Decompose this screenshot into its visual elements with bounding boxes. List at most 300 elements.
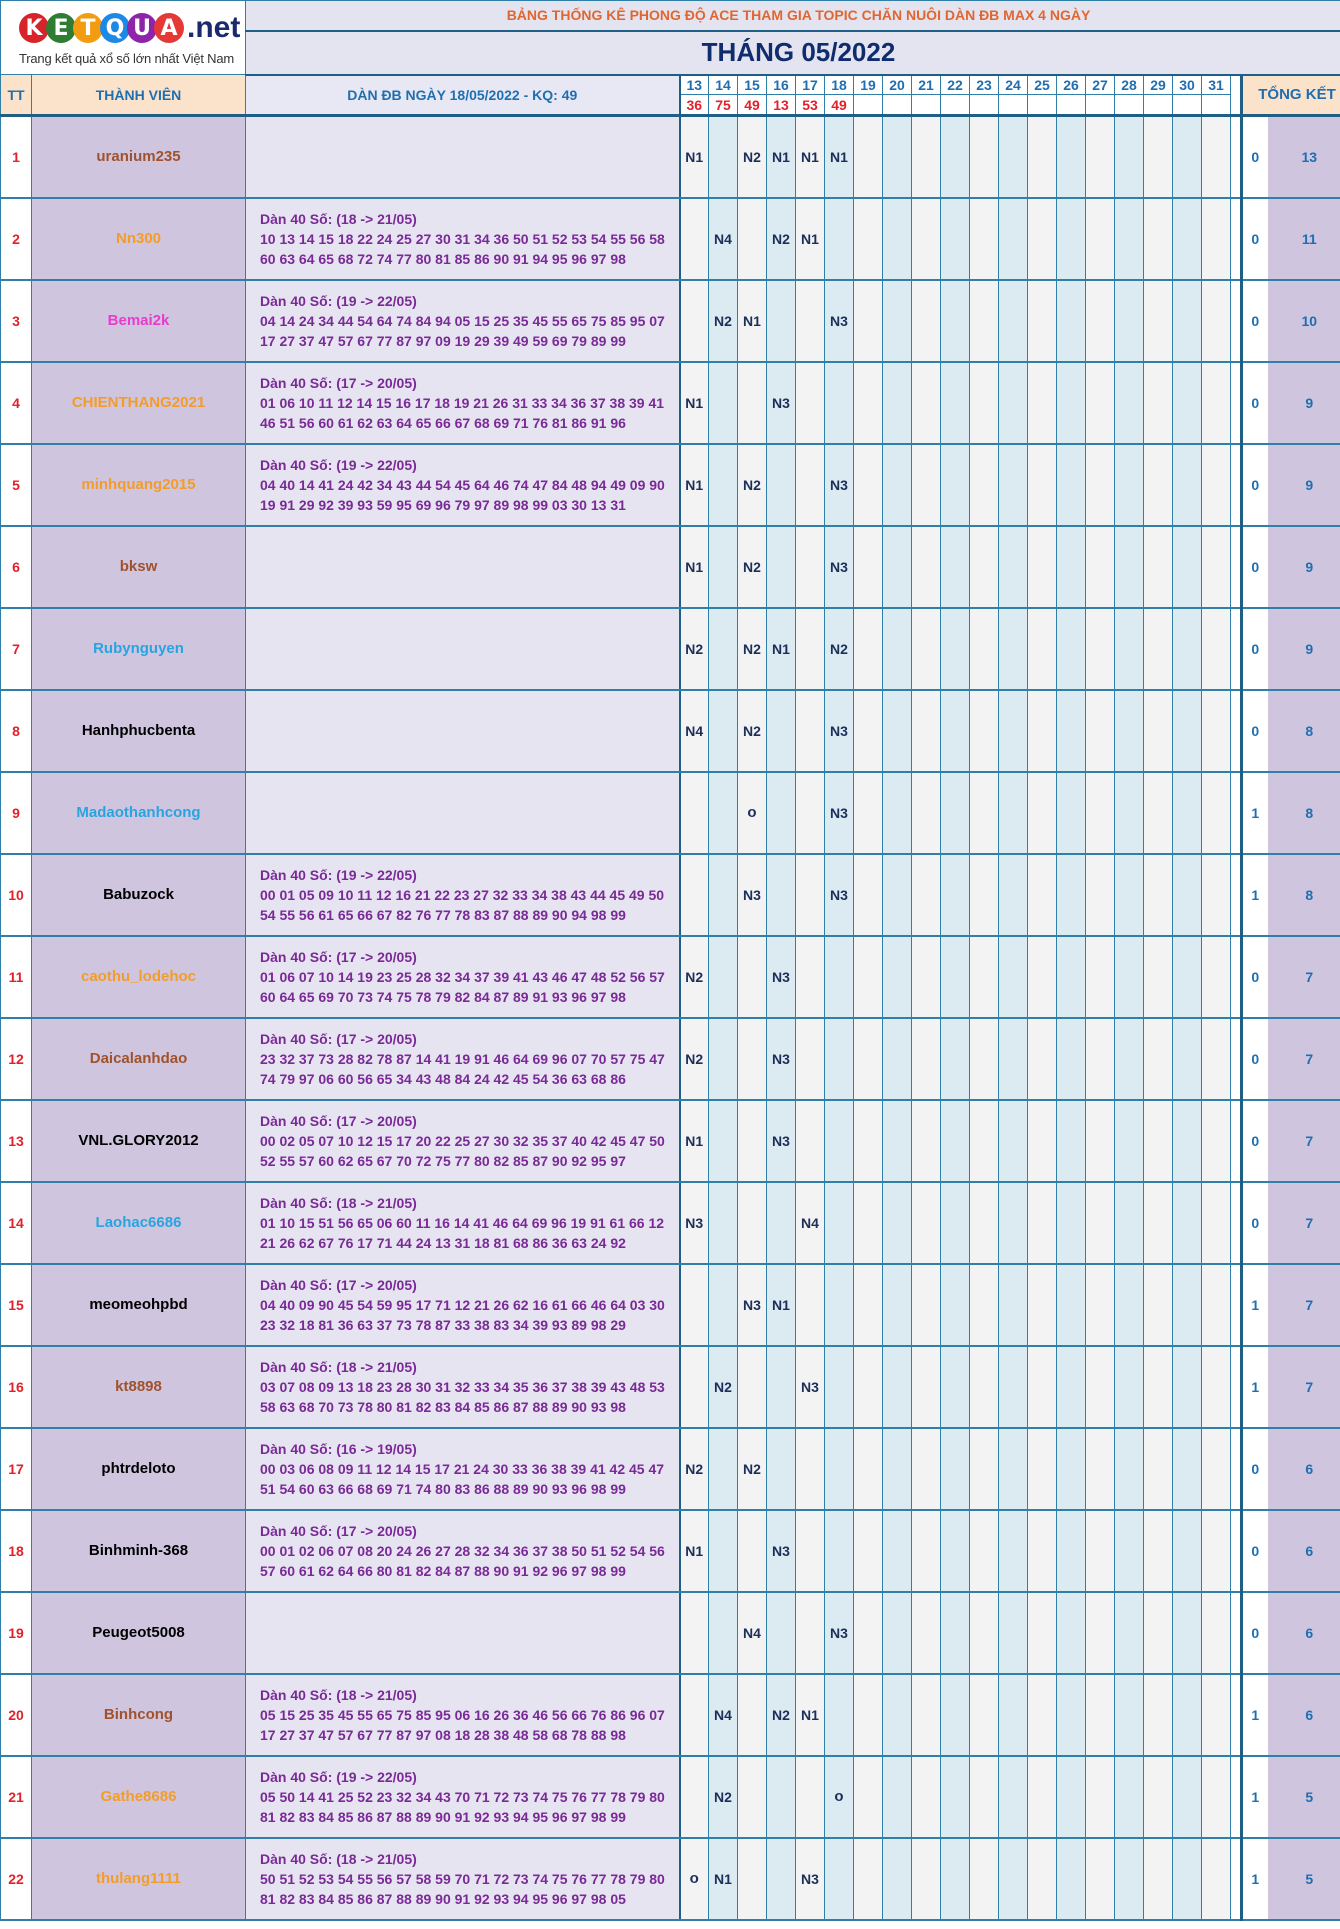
day-cell [709,1018,738,1100]
day-cell [970,1510,999,1592]
table-row [1,1428,1340,1510]
day-cell [709,198,738,280]
day-cell [1173,1100,1202,1182]
row-spacer [1231,444,1242,526]
member-name[interactable]: Daicalanhdao [32,1018,246,1100]
day-cell [883,1674,912,1756]
dan-cell [246,1592,680,1674]
row-spacer [1231,198,1242,280]
day-result: 13 [767,95,796,116]
dan-numbers-line: 01 06 10 11 12 14 15 16 17 18 19 21 26 31 33 34 36 37 38 39 41 [260,394,665,411]
day-cell [970,772,999,854]
member-name[interactable]: Rubynguyen [32,608,246,690]
member-name[interactable]: kt8898 [32,1346,246,1428]
day-cell [796,1838,825,1920]
row-spacer [1231,280,1242,362]
miss-count: 0 [1242,690,1268,772]
day-cell [680,608,709,690]
day-cell [912,1018,941,1100]
day-cell [1115,1182,1144,1264]
member-name[interactable]: Madaothanhcong [32,772,246,854]
day-cell [1202,936,1231,1018]
day-cell [738,1756,767,1838]
day-cell [1202,1510,1231,1592]
day-cell [854,1674,883,1756]
member-name[interactable]: bksw [32,526,246,608]
day-cell [912,444,941,526]
day-cell [883,1838,912,1920]
member-name[interactable]: caothu_lodehoc [32,936,246,1018]
dan-numbers-line: 54 55 56 61 65 66 67 82 76 77 78 83 87 88 89 90 94 98 99 [260,906,626,923]
day-cell [1144,936,1173,1018]
total-score: 9 [1268,526,1340,608]
day-mark: o [689,1870,699,1887]
day-cell [1086,772,1115,854]
day-cell [854,280,883,362]
member-name[interactable]: thulang1111 [32,1838,246,1920]
day-cell [1086,280,1115,362]
dan-numbers-line: 00 02 05 07 10 12 15 17 20 22 25 27 30 32 35 37 40 42 45 47 50 [260,1132,665,1149]
day-cell [767,1100,796,1182]
day-cell [912,608,941,690]
day-cell [970,1018,999,1100]
day-cell [738,1182,767,1264]
total-score: 6 [1268,1592,1340,1674]
day-mark: N3 [772,1050,790,1067]
dan-title: Dàn 40 Số: (18 -> 21/05) [260,1194,417,1211]
day-cell [883,1756,912,1838]
day-result [999,95,1028,116]
day-mark: N2 [743,558,761,575]
day-mark: N3 [685,1214,704,1231]
miss-count: 0 [1242,1428,1268,1510]
day-cell [999,1756,1028,1838]
day-cell [709,444,738,526]
day-cell [999,280,1028,362]
day-header: 16 [767,75,796,95]
member-name[interactable]: Laohac6686 [32,1182,246,1264]
column-header-total: TỔNG KẾT [1242,75,1340,116]
day-mark: N1 [685,1132,704,1149]
day-cell [1028,1838,1057,1920]
logo-letter: Q [100,13,130,43]
day-cell [767,1592,796,1674]
day-header: 24 [999,75,1028,95]
day-cell [999,1264,1028,1346]
day-cell [767,444,796,526]
day-cell [912,690,941,772]
day-cell [1086,1838,1115,1920]
dan-numbers-line: 00 01 02 06 07 08 20 24 26 27 28 32 34 36 37 38 50 51 52 54 56 [260,1542,665,1559]
day-cell [1144,444,1173,526]
day-cell [1173,1346,1202,1428]
day-cell [825,1346,854,1428]
day-cell [796,526,825,608]
day-cell [680,1756,709,1838]
day-mark: N2 [685,968,704,985]
miss-count: 1 [1242,854,1268,936]
day-cell [1057,772,1086,854]
day-cell [738,1100,767,1182]
day-cell [738,854,767,936]
day-cell [1057,526,1086,608]
day-cell [912,1510,941,1592]
day-cell [1028,854,1057,936]
member-name[interactable]: minhquang2015 [32,444,246,526]
day-cell [1115,608,1144,690]
table-row [1,690,1340,772]
day-cell [970,1264,999,1346]
day-header: 28 [1115,75,1144,95]
day-mark: N3 [830,804,848,821]
day-cell [1086,526,1115,608]
day-cell [680,1100,709,1182]
day-cell [1057,1346,1086,1428]
member-name[interactable]: Nn300 [32,198,246,280]
day-mark: o [834,1788,844,1805]
day-cell [999,1838,1028,1920]
day-result [1028,95,1057,116]
day-cell [767,1182,796,1264]
day-mark: N2 [772,230,790,247]
day-cell [1202,1674,1231,1756]
day-cell [709,116,738,198]
miss-count: 0 [1242,1018,1268,1100]
day-cell [1086,116,1115,198]
day-cell [970,1756,999,1838]
day-cell [970,1100,999,1182]
day-cell [999,854,1028,936]
day-cell [796,444,825,526]
day-result [1115,95,1144,116]
dan-cell [246,116,680,198]
day-cell [796,1100,825,1182]
dan-numbers-line: 17 27 37 47 57 67 77 87 97 09 19 29 39 49 59 69 79 89 99 [260,332,626,349]
day-cell [941,1592,970,1674]
dan-numbers-line: 51 54 60 63 66 68 69 71 74 80 83 86 88 89 90 93 96 98 99 [260,1480,626,1497]
member-name[interactable]: Bemai2k [32,280,246,362]
day-cell [1086,1018,1115,1100]
day-cell [1173,772,1202,854]
logo[interactable] [1,1,246,75]
day-header: 25 [1028,75,1057,95]
day-cell [854,608,883,690]
day-cell [1173,1756,1202,1838]
member-name[interactable]: Binhcong [32,1674,246,1756]
day-mark: N3 [830,312,848,329]
day-mark: N4 [743,1624,761,1641]
day-cell [883,280,912,362]
row-spacer [1231,526,1242,608]
day-cell [1115,362,1144,444]
day-cell [854,1264,883,1346]
miss-count: 0 [1242,1182,1268,1264]
day-cell [1086,1510,1115,1592]
day-cell [970,1428,999,1510]
day-cell [1115,1018,1144,1100]
dan-numbers-line: 05 15 25 35 45 55 65 75 85 95 06 16 26 36 46 56 66 76 86 96 07 [260,1706,665,1723]
logo-suffix: .net [187,11,241,44]
day-cell [1057,608,1086,690]
day-cell [1057,116,1086,198]
day-cell [999,526,1028,608]
miss-count: 0 [1242,198,1268,280]
table-row [1,280,1340,362]
day-cell [883,690,912,772]
dan-numbers-line: 81 82 83 84 85 86 87 88 89 90 91 92 93 94 95 96 97 98 99 [260,1808,626,1825]
day-cell [941,936,970,1018]
day-mark: N2 [772,1706,790,1723]
day-cell [825,444,854,526]
day-cell [1144,116,1173,198]
day-cell [767,362,796,444]
day-cell [1173,690,1202,772]
day-cell [1028,1018,1057,1100]
day-cell [1115,690,1144,772]
logo-letter: K [19,13,49,43]
member-name[interactable]: CHIENTHANG2021 [32,362,246,444]
day-cell [1115,1674,1144,1756]
member-name[interactable]: meomeohpbd [32,1264,246,1346]
day-cell [1057,280,1086,362]
day-cell [1115,198,1144,280]
row-number: 4 [1,362,32,444]
table-row [1,1264,1340,1346]
dan-title: Dàn 40 Số: (18 -> 21/05) [260,1850,417,1867]
day-cell [999,608,1028,690]
day-cell [767,116,796,198]
member-name[interactable]: VNL.GLORY2012 [32,1100,246,1182]
day-cell [970,198,999,280]
day-cell [1173,608,1202,690]
table-row [1,198,1340,280]
day-cell [738,1510,767,1592]
day-cell [854,854,883,936]
day-cell [1028,362,1057,444]
miss-count: 0 [1242,526,1268,608]
day-cell [1028,1674,1057,1756]
day-cell [767,526,796,608]
day-cell [796,1182,825,1264]
day-cell [738,1592,767,1674]
row-spacer [1231,1674,1242,1756]
member-name[interactable]: Binhminh-368 [32,1510,246,1592]
day-cell [1057,1592,1086,1674]
day-cell [999,1182,1028,1264]
day-cell [883,1018,912,1100]
table-row [1,444,1340,526]
day-mark: N3 [772,1542,790,1559]
day-cell [709,1838,738,1920]
total-score: 8 [1268,772,1340,854]
day-mark: N2 [714,1378,732,1395]
dan-title: Dàn 40 Số: (18 -> 21/05) [260,1358,417,1375]
member-name[interactable]: Hanhphucbenta [32,690,246,772]
day-result: 53 [796,95,825,116]
day-cell [796,690,825,772]
day-cell [912,198,941,280]
day-cell [999,1510,1028,1592]
day-cell [767,1018,796,1100]
day-cell [854,362,883,444]
member-name[interactable]: Peugeot5008 [32,1592,246,1674]
total-score: 8 [1268,854,1340,936]
day-cell [1144,280,1173,362]
logo-letter: T [73,13,103,43]
day-cell [941,1428,970,1510]
day-header: 19 [854,75,883,95]
day-result [1202,95,1231,116]
day-cell [738,526,767,608]
day-cell [883,1428,912,1510]
day-cell [1115,1346,1144,1428]
day-cell [1057,1756,1086,1838]
day-cell [767,1428,796,1510]
total-score: 6 [1268,1428,1340,1510]
day-mark: N1 [714,1870,732,1887]
day-cell [1144,1182,1173,1264]
day-cell [1115,854,1144,936]
dan-cell [246,772,680,854]
dan-cell [246,444,680,526]
table-row [1,116,1340,198]
day-cell [883,1100,912,1182]
day-cell [825,772,854,854]
day-cell [1173,116,1202,198]
day-cell [1144,772,1173,854]
day-cell [680,854,709,936]
day-cell [941,1018,970,1100]
day-cell [970,362,999,444]
row-number: 15 [1,1264,32,1346]
total-score: 7 [1268,1264,1340,1346]
day-cell [680,1346,709,1428]
day-cell [738,116,767,198]
day-cell [680,1838,709,1920]
day-cell [1202,1100,1231,1182]
day-cell [970,444,999,526]
day-cell [680,280,709,362]
total-score: 7 [1268,1100,1340,1182]
day-cell [796,936,825,1018]
day-cell [825,608,854,690]
day-cell [941,116,970,198]
day-cell [738,362,767,444]
total-score: 7 [1268,936,1340,1018]
day-cell [883,116,912,198]
day-cell [796,1346,825,1428]
member-name[interactable]: uranium235 [32,116,246,198]
day-cell [970,1182,999,1264]
row-number: 11 [1,936,32,1018]
day-mark: N1 [743,312,761,329]
day-cell [1144,1018,1173,1100]
day-cell [912,362,941,444]
header-spacer [1231,75,1242,116]
member-name[interactable]: Babuzock [32,854,246,936]
day-cell [854,526,883,608]
logo-letter: E [46,13,76,43]
day-result [970,95,999,116]
day-cell [912,1756,941,1838]
day-result [1173,95,1202,116]
day-cell [709,362,738,444]
table-row [1,526,1340,608]
day-mark: N1 [801,148,819,165]
day-cell [883,526,912,608]
day-cell [738,936,767,1018]
day-cell [854,936,883,1018]
dan-cell [246,1674,680,1756]
table-row [1,1592,1340,1674]
dan-title: Dàn 40 Số: (16 -> 19/05) [260,1440,417,1457]
row-number: 21 [1,1756,32,1838]
day-cell [767,1264,796,1346]
dan-title: Dàn 40 Số: (18 -> 21/05) [260,210,417,227]
row-spacer [1231,1510,1242,1592]
day-cell [680,198,709,280]
row-number: 7 [1,608,32,690]
miss-count: 0 [1242,1100,1268,1182]
day-mark: N3 [830,722,848,739]
total-score: 13 [1268,116,1340,198]
day-cell [1086,1756,1115,1838]
day-cell [680,772,709,854]
day-cell [1057,690,1086,772]
dan-cell [246,1510,680,1592]
day-cell [738,1264,767,1346]
day-cell [796,1264,825,1346]
member-name[interactable]: phtrdeloto [32,1428,246,1510]
day-cell [1028,526,1057,608]
day-cell [738,1428,767,1510]
day-cell [1202,1592,1231,1674]
day-header: 23 [970,75,999,95]
day-cell [941,1182,970,1264]
day-cell [709,1756,738,1838]
miss-count: 0 [1242,280,1268,362]
dan-numbers-line: 46 51 56 60 61 62 63 64 65 66 67 68 69 71 76 81 86 91 96 [260,414,626,431]
dan-numbers-line: 21 26 62 67 76 17 71 44 24 13 31 18 81 68 86 36 63 24 92 [260,1234,626,1251]
day-cell [1202,608,1231,690]
day-cell [1173,936,1202,1018]
day-cell [738,444,767,526]
day-mark: N1 [772,640,790,657]
day-cell [1057,1428,1086,1510]
table-row [1,608,1340,690]
table-row [1,1510,1340,1592]
day-cell [1086,198,1115,280]
month-title: THÁNG 05/2022 [246,31,1340,75]
day-cell [1202,280,1231,362]
day-cell [825,936,854,1018]
day-mark: N2 [743,1460,761,1477]
day-cell [1086,936,1115,1018]
day-cell [912,854,941,936]
day-cell [1086,362,1115,444]
day-cell [796,1674,825,1756]
day-cell [1115,936,1144,1018]
day-cell [1173,1674,1202,1756]
day-cell [1202,854,1231,936]
member-name[interactable]: Gathe8686 [32,1756,246,1838]
day-mark: N4 [714,1706,732,1723]
day-cell [709,1346,738,1428]
day-result [1144,95,1173,116]
day-cell [854,1592,883,1674]
day-result [883,95,912,116]
row-number: 20 [1,1674,32,1756]
